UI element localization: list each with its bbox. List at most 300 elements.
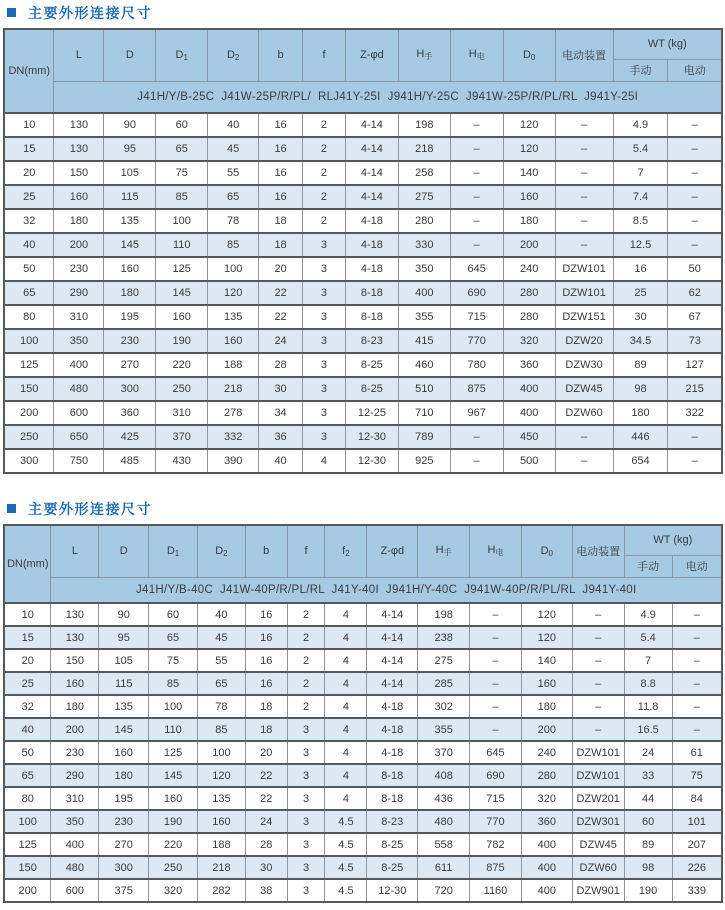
header-label: D <box>166 544 175 557</box>
cell: 195 <box>99 787 149 810</box>
cell: 8-18 <box>345 305 398 329</box>
cell: 650 <box>54 425 104 449</box>
cell: 8-18 <box>367 787 418 810</box>
cell: 500 <box>503 449 555 473</box>
cell: 8-25 <box>367 856 418 879</box>
cell: 22 <box>245 787 287 810</box>
cell: 230 <box>54 257 104 281</box>
header-cell <box>287 525 325 577</box>
header-cell <box>398 29 450 81</box>
cell: – <box>668 449 722 473</box>
cell: 16 <box>245 626 287 649</box>
cell: 73 <box>668 329 722 353</box>
cell: 160 <box>51 672 99 695</box>
cell: 40 <box>208 113 259 137</box>
table-row <box>4 113 722 137</box>
cell: 160 <box>208 329 259 353</box>
cell: 150 <box>51 649 99 672</box>
cell: 654 <box>613 449 668 473</box>
cell: 135 <box>99 695 149 718</box>
cell: 230 <box>99 810 149 833</box>
cell-dn: 10 <box>4 113 54 137</box>
cell: 3 <box>303 329 346 353</box>
cell: 710 <box>398 401 450 425</box>
cell-dn: 100 <box>4 810 51 833</box>
cell: 645 <box>470 741 522 764</box>
table-row <box>4 810 722 833</box>
cell: 160 <box>197 810 245 833</box>
cell: – <box>572 603 624 626</box>
cell: 7 <box>613 161 668 185</box>
cell: 89 <box>613 353 668 377</box>
cell: 180 <box>613 401 668 425</box>
cell: 2 <box>303 209 346 233</box>
header-cell <box>99 525 149 577</box>
cell: – <box>470 695 522 718</box>
cell-dn: 25 <box>4 185 54 209</box>
cell: – <box>672 718 722 741</box>
cell: 480 <box>54 377 104 401</box>
cell: – <box>470 649 522 672</box>
cell: 3 <box>287 833 325 856</box>
cell: 61 <box>672 741 722 764</box>
cell: 220 <box>156 353 208 377</box>
cell: – <box>668 209 722 233</box>
header-subscript: 电 <box>476 52 485 62</box>
table-row <box>4 329 722 353</box>
header-cell <box>259 29 303 81</box>
cell: 145 <box>149 764 198 787</box>
cell: 120 <box>503 113 555 137</box>
table-row <box>4 787 722 810</box>
cell: – <box>672 603 722 626</box>
square-bullet-icon <box>7 8 16 17</box>
cell: 120 <box>521 626 572 649</box>
cell: 8-25 <box>345 377 398 401</box>
header-cell <box>325 525 367 577</box>
cell: 280 <box>503 305 555 329</box>
cell: 375 <box>99 879 149 902</box>
cell: 240 <box>503 257 555 281</box>
header-row <box>4 29 722 59</box>
table-row <box>4 185 722 209</box>
cell: 4 <box>325 741 367 764</box>
cell-dn: 25 <box>4 672 51 695</box>
cell: 360 <box>104 401 156 425</box>
cell: – <box>672 649 722 672</box>
cell: 400 <box>503 401 555 425</box>
cell: 8.5 <box>613 209 668 233</box>
cell: 220 <box>149 833 198 856</box>
cell: 198 <box>418 603 470 626</box>
cell: – <box>672 695 722 718</box>
cell: 770 <box>450 329 503 353</box>
cell: 280 <box>503 281 555 305</box>
cell: – <box>672 626 722 649</box>
cell: 8-18 <box>367 764 418 787</box>
cell: 320 <box>149 879 198 902</box>
cell: 1160 <box>470 879 522 902</box>
cell: 18 <box>259 233 303 257</box>
cell: 4-14 <box>367 649 418 672</box>
header-label: Z-φd <box>360 49 384 62</box>
table-row <box>4 401 722 425</box>
cell: 715 <box>450 305 503 329</box>
cell: 140 <box>503 161 555 185</box>
cell-dn: 150 <box>4 377 54 401</box>
header-cell-wt-sub: 电动 <box>668 59 722 81</box>
header-cell <box>208 29 259 81</box>
header-cell <box>503 29 555 81</box>
cell: 135 <box>208 305 259 329</box>
cell: 789 <box>398 425 450 449</box>
cell: DZW101 <box>572 741 624 764</box>
cell: 3 <box>303 377 346 401</box>
cell: 100 <box>208 257 259 281</box>
cell: 30 <box>245 856 287 879</box>
cell: 310 <box>156 401 208 425</box>
header-label: H <box>487 544 496 557</box>
cell: 120 <box>503 137 555 161</box>
cell: 875 <box>450 377 503 401</box>
cell: 34.5 <box>613 329 668 353</box>
cell: DZW20 <box>555 329 613 353</box>
cell: 400 <box>521 879 572 902</box>
cell: 390 <box>208 449 259 473</box>
cell: DZW45 <box>555 377 613 401</box>
cell: 302 <box>418 695 470 718</box>
cell: – <box>572 672 624 695</box>
cell: – <box>672 672 722 695</box>
cell: 770 <box>470 810 522 833</box>
cell: 38 <box>245 879 287 902</box>
cell: 12-30 <box>367 879 418 902</box>
cell: 4 <box>325 672 367 695</box>
cell: 25 <box>613 281 668 305</box>
cell: 140 <box>521 649 572 672</box>
header-cell <box>450 29 503 81</box>
table-row <box>4 833 722 856</box>
cell: 3 <box>303 401 346 425</box>
cell: 750 <box>54 449 104 473</box>
cell: – <box>470 603 522 626</box>
cell: 16 <box>259 137 303 161</box>
cell: 2 <box>303 113 346 137</box>
cell: 44 <box>624 787 672 810</box>
header-label: D <box>119 545 128 558</box>
cell: 430 <box>156 449 208 473</box>
cell: 200 <box>54 233 104 257</box>
cell: 18 <box>245 695 287 718</box>
cell-dn: 125 <box>4 833 51 856</box>
cell: 100 <box>149 695 198 718</box>
cell: 190 <box>156 329 208 353</box>
table-row <box>4 305 722 329</box>
header-label: D <box>226 48 235 61</box>
cell: 278 <box>208 401 259 425</box>
cell: DZW60 <box>555 401 613 425</box>
cell: 230 <box>104 329 156 353</box>
spec-table-pn25 <box>3 28 723 474</box>
cell: DZW30 <box>555 353 613 377</box>
cell: 28 <box>259 353 303 377</box>
cell: 355 <box>398 305 450 329</box>
cell: – <box>572 718 624 741</box>
table-row <box>4 649 722 672</box>
model-row <box>4 577 722 603</box>
cell: 160 <box>156 305 208 329</box>
cell-dn: 200 <box>4 401 54 425</box>
table-row <box>4 377 722 401</box>
cell: 130 <box>54 137 104 161</box>
cell: 350 <box>398 257 450 281</box>
cell: 188 <box>197 833 245 856</box>
cell: 45 <box>197 626 245 649</box>
cell: 322 <box>668 401 722 425</box>
cell: 415 <box>398 329 450 353</box>
header-label: L <box>75 49 82 62</box>
header-cell <box>156 29 208 81</box>
cell: 480 <box>418 810 470 833</box>
cell: 65 <box>197 672 245 695</box>
cell: 2 <box>287 603 325 626</box>
cell: 425 <box>104 425 156 449</box>
header-label: 电动装置 <box>562 50 607 63</box>
cell: 160 <box>54 185 104 209</box>
cell: 3 <box>303 425 346 449</box>
cell: 135 <box>197 787 245 810</box>
cell: 460 <box>398 353 450 377</box>
cell: – <box>450 185 503 209</box>
cell-dn: 32 <box>4 209 54 233</box>
header-cell <box>345 29 398 81</box>
header-cell <box>367 525 418 577</box>
header-cell <box>555 29 613 81</box>
cell: 967 <box>450 401 503 425</box>
cell: – <box>555 425 613 449</box>
cell: 270 <box>104 353 156 377</box>
cell: – <box>450 161 503 185</box>
cell: 60 <box>624 810 672 833</box>
cell: 65 <box>208 185 259 209</box>
header-cell-dn: DN(mm) <box>4 525 51 603</box>
cell: 85 <box>197 718 245 741</box>
cell: 4.9 <box>613 113 668 137</box>
cell: 510 <box>398 377 450 401</box>
cell: 3 <box>287 718 325 741</box>
cell: 7.4 <box>613 185 668 209</box>
cell: DZW301 <box>572 810 624 833</box>
cell: 89 <box>624 833 672 856</box>
cell: 238 <box>418 626 470 649</box>
cell: 4-18 <box>345 257 398 281</box>
header-subscript: 1 <box>174 548 180 558</box>
header-subscript: 2 <box>345 548 350 558</box>
cell: 16 <box>245 603 287 626</box>
header-row <box>4 525 722 555</box>
cell: 190 <box>624 879 672 902</box>
cell: DZW60 <box>572 856 624 879</box>
cell: 95 <box>99 626 149 649</box>
cell: 180 <box>99 764 149 787</box>
cell: 282 <box>197 879 245 902</box>
cell: 78 <box>208 209 259 233</box>
table-row <box>4 879 722 902</box>
cell: 22 <box>259 281 303 305</box>
cell: 355 <box>418 718 470 741</box>
cell: 200 <box>503 233 555 257</box>
cell-dn: 15 <box>4 626 51 649</box>
cell: 218 <box>197 856 245 879</box>
header-cell-wt: WT (kg) <box>624 525 722 555</box>
section-title-text: 主要外形连接尺寸 <box>28 4 152 21</box>
cell: 7 <box>624 649 672 672</box>
cell: – <box>450 113 503 137</box>
section-title <box>7 4 723 21</box>
cell-dn: 300 <box>4 449 54 473</box>
cell: 188 <box>208 353 259 377</box>
cell: 12-30 <box>345 425 398 449</box>
cell: 2 <box>303 185 346 209</box>
cell: 4-14 <box>367 626 418 649</box>
cell: 480 <box>51 856 99 879</box>
cell: 4.5 <box>325 856 367 879</box>
cell: 400 <box>521 833 572 856</box>
cell: 3 <box>303 233 346 257</box>
cell: 90 <box>104 113 156 137</box>
cell: 200 <box>51 718 99 741</box>
cell: 350 <box>54 329 104 353</box>
cell: 4-14 <box>367 603 418 626</box>
cell: 30 <box>259 377 303 401</box>
cell: 3 <box>287 787 325 810</box>
cell: 145 <box>104 233 156 257</box>
cell-dn: 150 <box>4 856 51 879</box>
section-title <box>7 500 723 517</box>
cell: 4-14 <box>345 161 398 185</box>
cell: – <box>572 626 624 649</box>
cell: DZW901 <box>572 879 624 902</box>
table-row <box>4 741 722 764</box>
cell: 130 <box>51 603 99 626</box>
cell: 190 <box>149 810 198 833</box>
cell: 40 <box>197 603 245 626</box>
cell: DZW201 <box>572 787 624 810</box>
cell: 611 <box>418 856 470 879</box>
header-cell-dn: DN(mm) <box>4 29 54 113</box>
cell: 780 <box>450 353 503 377</box>
cell: 110 <box>149 718 198 741</box>
table-row <box>4 353 722 377</box>
cell: 120 <box>208 281 259 305</box>
cell: 285 <box>418 672 470 695</box>
cell: 240 <box>521 741 572 764</box>
cell: 360 <box>521 810 572 833</box>
cell: 4.5 <box>325 810 367 833</box>
cell: 4-18 <box>367 718 418 741</box>
cell: DZW101 <box>555 257 613 281</box>
cell-dn: 65 <box>4 764 51 787</box>
header-label: H <box>416 48 425 61</box>
cell: – <box>668 113 722 137</box>
cell: 180 <box>54 209 104 233</box>
cell: 125 <box>149 741 198 764</box>
cell: – <box>572 695 624 718</box>
cell: 145 <box>156 281 208 305</box>
cell: 4-18 <box>345 233 398 257</box>
cell: 180 <box>521 695 572 718</box>
cell: 5.4 <box>613 137 668 161</box>
header-label: D <box>175 48 184 61</box>
header-subscript: 0 <box>548 548 553 558</box>
cell: 24 <box>624 741 672 764</box>
cell: DZW151 <box>555 305 613 329</box>
cell: 8-25 <box>367 833 418 856</box>
cell: 4.5 <box>325 879 367 902</box>
cell: 218 <box>208 377 259 401</box>
header-cell <box>104 29 156 81</box>
cell: 3 <box>303 353 346 377</box>
cell: 60 <box>149 603 198 626</box>
cell: 3 <box>303 257 346 281</box>
cell: 22 <box>259 305 303 329</box>
cell: 320 <box>503 329 555 353</box>
cell: 280 <box>521 764 572 787</box>
table-row <box>4 764 722 787</box>
header-label: H <box>468 48 477 61</box>
cell: 16 <box>259 161 303 185</box>
cell: – <box>555 161 613 185</box>
cell: DZW101 <box>572 764 624 787</box>
table-row <box>4 449 722 473</box>
cell: – <box>470 626 522 649</box>
header-subscript: 2 <box>223 548 228 558</box>
cell: 310 <box>51 787 99 810</box>
cell: 130 <box>54 113 104 137</box>
header-cell <box>197 525 245 577</box>
cell-dn: 20 <box>4 649 51 672</box>
cell: 30 <box>613 305 668 329</box>
cell: 250 <box>156 377 208 401</box>
cell: 2 <box>303 137 346 161</box>
cell: 350 <box>51 810 99 833</box>
cell: 75 <box>156 161 208 185</box>
cell: 100 <box>156 209 208 233</box>
cell: 100 <box>197 741 245 764</box>
cell: 4-14 <box>345 137 398 161</box>
cell: 75 <box>672 764 722 787</box>
cell: 45 <box>208 137 259 161</box>
table-row <box>4 281 722 305</box>
table-row <box>4 718 722 741</box>
cell: 195 <box>104 305 156 329</box>
header-label: D <box>125 49 134 62</box>
cell: 4-18 <box>367 695 418 718</box>
header-cell <box>149 525 198 577</box>
cell-dn: 20 <box>4 161 54 185</box>
cell: 3 <box>303 305 346 329</box>
cell: 310 <box>54 305 104 329</box>
model-row <box>4 81 722 113</box>
cell: 95 <box>104 137 156 161</box>
cell: 16 <box>259 185 303 209</box>
header-cell-wt-sub: 电动 <box>672 555 722 577</box>
cell: 120 <box>521 603 572 626</box>
cell: 645 <box>450 257 503 281</box>
cell: – <box>668 233 722 257</box>
cell: 3 <box>287 810 325 833</box>
cell: 2 <box>287 695 325 718</box>
